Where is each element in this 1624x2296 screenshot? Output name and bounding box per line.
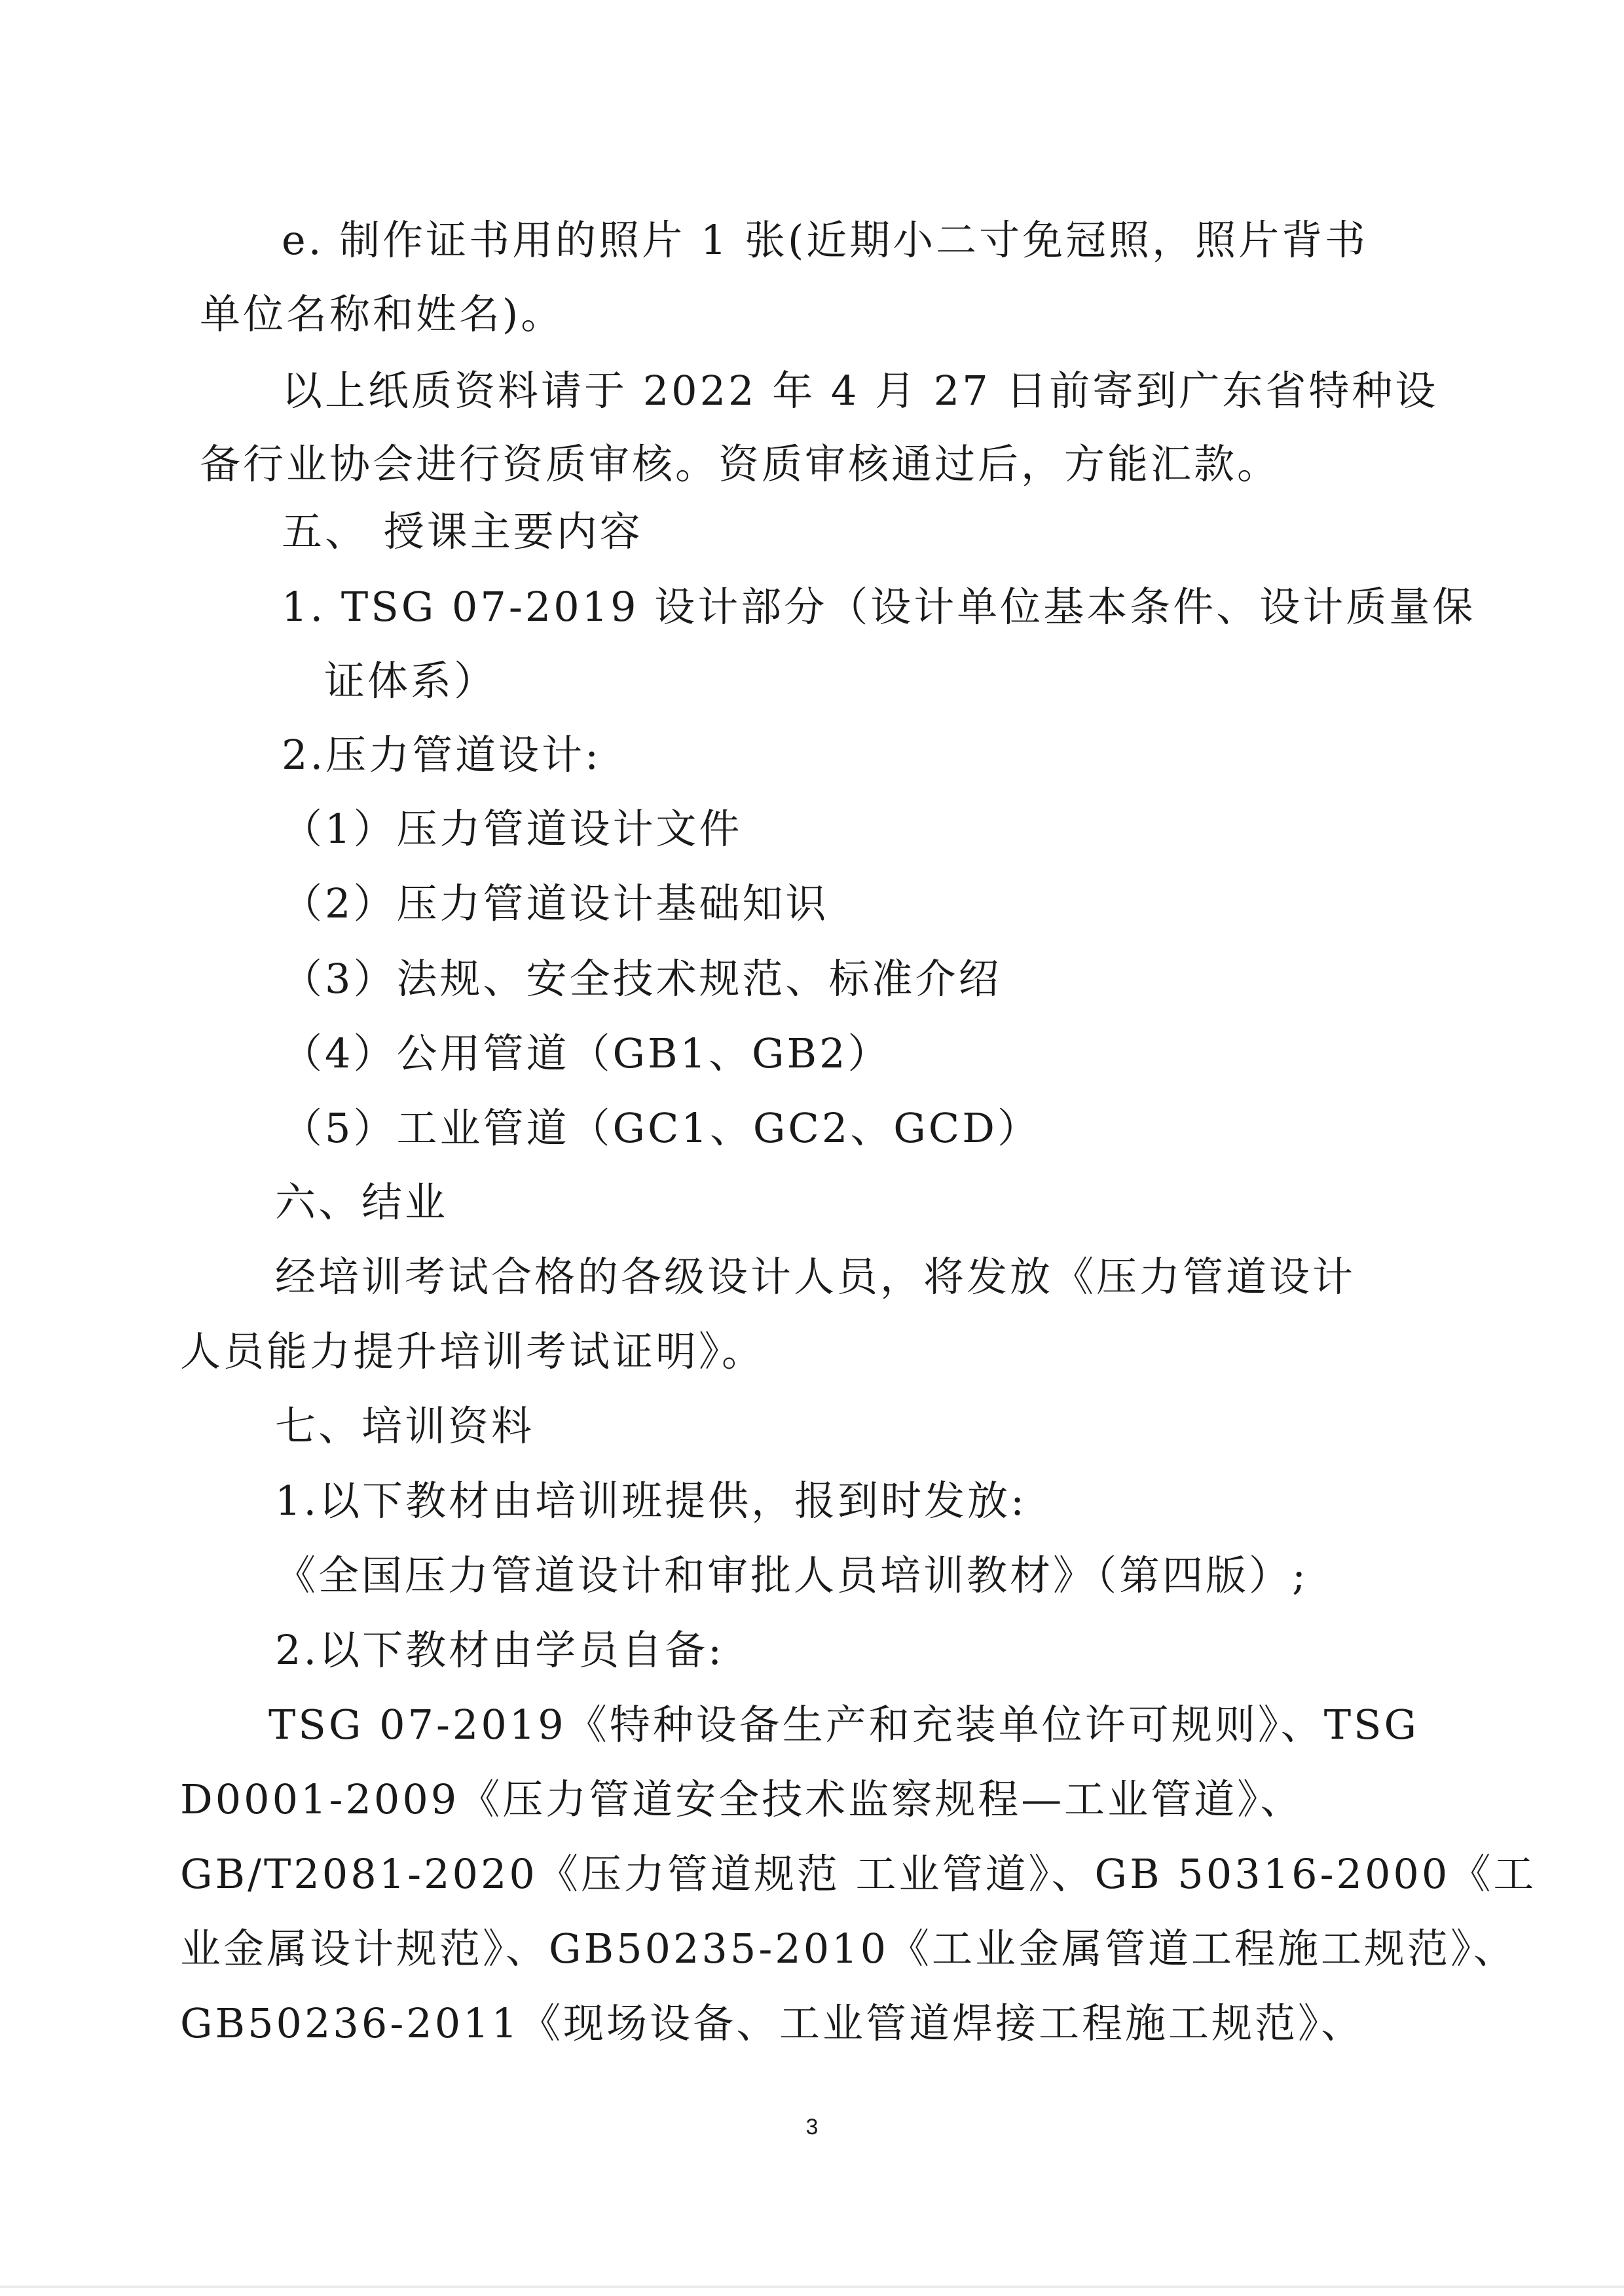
page-number: 3: [805, 2115, 819, 2139]
section-heading: 七、培训资料: [275, 1402, 535, 1450]
text-line: GB50236-2011《现场设备、工业管道焊接工程施工规范》、: [180, 1999, 1365, 2047]
text-line: 1.以下教材由培训班提供，报到时发放:: [275, 1477, 1027, 1525]
text-line: 单位名称和姓名)。: [200, 290, 564, 338]
text-line: 《全国压力管道设计和审批人员培训教材》（第四版）;: [275, 1551, 1308, 1599]
section-heading: 六、结业: [275, 1178, 449, 1226]
text-line: TSG 07-2019《特种设备生产和充装单位许可规则》、TSG: [268, 1701, 1420, 1749]
text-line: 以上纸质资料请于 2022 年 4 月 27 日前寄到广东省特种设: [282, 367, 1439, 415]
section-heading: 五、 授课主要内容: [282, 508, 643, 555]
text-line: 业金属设计规范》、GB50235-2010《工业金属管道工程施工规范》、: [180, 1925, 1517, 1972]
scan-edge-mark: [0, 2286, 1624, 2288]
text-line: D0001-2009《压力管道安全技术监察规程—工业管道》、: [180, 1775, 1304, 1823]
text-line: 备行业协会进行资质审核。资质审核通过后，方能汇款。: [200, 440, 1281, 488]
text-line: 证体系）: [324, 657, 498, 705]
list-item: （2）压力管道设计基础知识: [282, 880, 829, 927]
list-item: （3）法规、安全技术规范、标准介绍: [282, 955, 1002, 1003]
text-line: 2.以下教材由学员自备:: [275, 1626, 725, 1674]
text-line: 1. TSG 07-2019 设计部分（设计单位基本条件、设计质量保: [282, 583, 1476, 631]
text-line: 2.压力管道设计:: [282, 731, 602, 779]
text-line: 人员能力提升培训考试证明》。: [180, 1327, 766, 1375]
list-item: （1）压力管道设计文件: [282, 805, 743, 853]
list-item: （5）工业管道（GC1、GC2、GCD）: [282, 1104, 1041, 1152]
text-line: GB/T2081-2020《压力管道规范 工业管道》、GB 50316-2000《工: [180, 1850, 1537, 1898]
text-line: 经培训考试合格的各级设计人员，将发放《压力管道设计: [275, 1253, 1356, 1301]
text-line: e. 制作证书用的照片 1 张(近期小二寸免冠照，照片背书: [282, 216, 1369, 264]
list-item: （4）公用管道（GB1、GB2）: [282, 1029, 891, 1077]
